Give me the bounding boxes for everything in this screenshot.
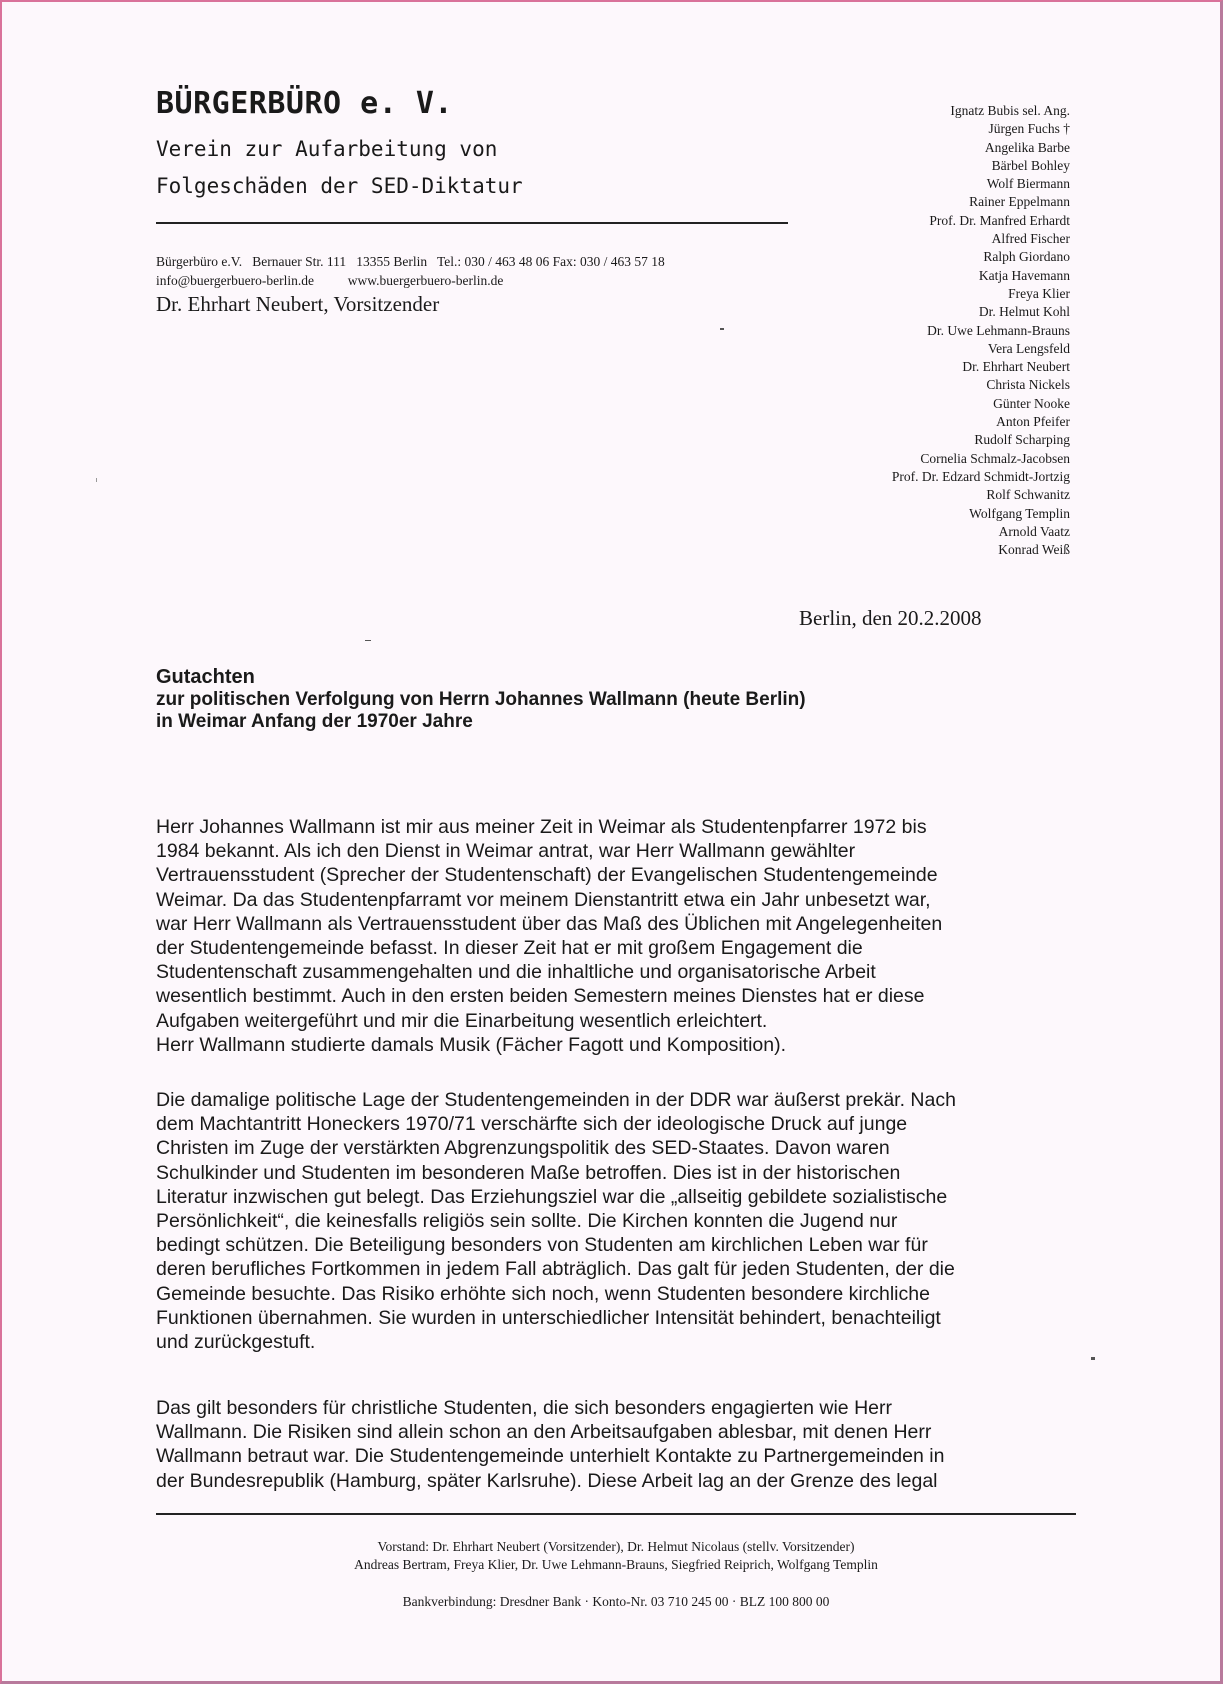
text-line: Herr Johannes Wallmann ist mir aus meiner Zeit in Weimar als Studentenpfarrer 1972 bis xyxy=(156,816,927,838)
organization-name: BÜRGERBÜRO e. V. xyxy=(156,86,453,121)
board-member: Rudolf Scharping xyxy=(974,432,1070,448)
text-line: Herr Wallmann studierte damals Musik (Fächer Fagott und Komposition). xyxy=(156,1033,787,1056)
board-member: Dr. Helmut Kohl xyxy=(978,304,1070,320)
board-member: Wolfgang Templin xyxy=(969,505,1070,521)
title-subline: zur politischen Verfolgung von Herrn Johannes Wallmann (heute Berlin) xyxy=(156,689,806,710)
text-line: Persönlichkeit“, die keinesfalls religiös sein sollte. Die Kirchen konnten die Jugend nur xyxy=(156,1210,898,1233)
text-line: Die damalige politische Lage der Studentengemeinden in der DDR war äußerst prekär. Nach xyxy=(156,1089,956,1111)
scan-speck xyxy=(720,328,724,330)
scan-speck xyxy=(365,640,371,641)
organization-subtitle-line2: Folgeschäden der SED-Diktatur xyxy=(156,174,523,198)
title-subline: in Weimar Anfang der 1970er Jahre xyxy=(156,711,473,732)
title-heading: Gutachten xyxy=(156,666,255,688)
address-line: Bürgerbüro e.V. Bernauer Str. 111 13355 Berlin Tel.: 030 / 463 48 06 Fax: 030 / 463 57 18 xyxy=(156,254,665,269)
board-member: Rolf Schwanitz xyxy=(986,487,1070,503)
text-line: Schulkinder und Studenten im besonderen Maße betroffen. Dies ist in der historischen xyxy=(156,1161,901,1184)
footer-board-line: Vorstand: Dr. Ehrhart Neubert (Vorsitzender), Dr. Helmut Nicolaus (stellv. Vorsitzender) xyxy=(377,1539,855,1554)
text-line: Christen im Zuge der verstärkten Abgrenzungspolitik des SED-Staates. Davon waren xyxy=(156,1137,890,1160)
board-members-list xyxy=(892,102,1070,559)
footer-bank-details: Bankverbindung: Dresdner Bank · Konto-Nr. 03 710 245 00 · BLZ 100 800 00 xyxy=(402,1594,830,1609)
text-line: Weimar. Da das Studentenpfarramt vor meinem Dienstantritt etwa ein Jahr unbesetzt war, xyxy=(156,888,931,911)
text-line: 1984 bekannt. Als ich den Dienst in Weimar antrat, war Herr Wallmann gewählter xyxy=(156,840,856,863)
text-line: und zurückgestuft. xyxy=(156,1331,316,1354)
text-line: bedingt schützen. Die Beteiligung besonders von Studenten am kirchlichen Leben war für xyxy=(156,1234,928,1257)
board-member: Vera Lengsfeld xyxy=(987,340,1070,356)
text-line: Aufgaben weitergeführt und mir die Einarbeitung wesentlich erleichtert. xyxy=(156,1009,768,1032)
board-member: Freya Klier xyxy=(1008,285,1070,301)
text-line: Literatur inzwischen gut belegt. Das Erziehungsziel war die „allseitig gebildete sozialistische xyxy=(156,1185,948,1208)
letterhead-divider xyxy=(156,222,788,224)
board-member: Prof. Dr. Edzard Schmidt-Jortzig xyxy=(891,468,1070,484)
scan-speck xyxy=(1091,1357,1095,1360)
text-line: dem Machtantritt Honeckers 1970/71 verschärfte sich der ideologische Druck auf junge xyxy=(156,1113,908,1136)
contact-line: info@buergerbuero-berlin.de www.buergerbuero-berlin.de xyxy=(156,273,504,288)
body-paragraph-2 xyxy=(156,1088,1076,1354)
board-member: Konrad Weiß xyxy=(998,542,1070,558)
board-member: Bärbel Bohley xyxy=(991,157,1070,173)
board-member: Christa Nickels xyxy=(986,377,1070,393)
text-line: Wallmann betraut war. Die Studentengemeinde unterhielt Kontakte zu Partnergemeinden in xyxy=(156,1445,945,1468)
board-member: Dr. Uwe Lehmann-Brauns xyxy=(927,322,1070,338)
footer-board-line: Andreas Bertram, Freya Klier, Dr. Uwe Lehmann-Brauns, Siegfried Reiprich, Wolfgang Templin xyxy=(354,1557,878,1572)
text-line: Studentenschaft zusammengehalten und die inhaltliche und organisatorische Arbeit xyxy=(156,961,876,984)
text-line: Gemeinde besuchte. Das Risiko erhöhte sich noch, wenn Studenten besondere kirchliche xyxy=(156,1282,930,1305)
scan-speck xyxy=(96,478,97,482)
board-member: Cornelia Schmalz-Jacobsen xyxy=(920,450,1070,466)
board-member: Günter Nooke xyxy=(993,395,1070,411)
board-member: Wolf Biermann xyxy=(986,176,1070,192)
text-line: Funktionen übernahmen. Sie wurden in unterschiedlicher Intensität behindert, benachteiligt xyxy=(156,1306,941,1329)
board-member: Angelika Barbe xyxy=(984,139,1070,155)
board-member: Ignatz Bubis sel. Ang. xyxy=(950,103,1070,118)
board-member: Jürgen Fuchs † xyxy=(988,121,1070,137)
board-member: Rainer Eppelmann xyxy=(969,194,1070,210)
board-member: Dr. Ehrhart Neubert xyxy=(962,359,1070,375)
board-member: Arnold Vaatz xyxy=(998,523,1070,539)
chairman-line: Dr. Ehrhart Neubert, Vorsitzender xyxy=(156,292,440,316)
text-line: war Herr Wallmann als Vertrauensstudent über das Maß des Üblichen mit Angelegenheiten xyxy=(156,912,943,935)
board-member: Anton Pfeifer xyxy=(996,414,1070,430)
text-line: deren berufliches Fortkommen in jedem Fall abträglich. Das galt für jeden Studenten, der die xyxy=(156,1258,955,1281)
text-line: wesentlich bestimmt. Auch in den ersten beiden Semestern meines Dienstes hat er diese xyxy=(156,985,925,1008)
board-member: Katja Havemann xyxy=(978,267,1070,283)
body-paragraph-3 xyxy=(156,1396,1076,1493)
board-member: Alfred Fischer xyxy=(991,231,1070,247)
footer-board xyxy=(156,1538,1076,1574)
text-line: der Bundesrepublik (Hamburg, später Karlsruhe). Diese Arbeit lag an der Grenze des legal xyxy=(156,1469,938,1492)
board-member: Ralph Giordano xyxy=(983,249,1070,265)
text-line: Wallmann. Die Risiken sind allein schon an den Arbeitsaufgaben ablesbar, mit denen Herr xyxy=(156,1421,932,1444)
text-line: Das gilt besonders für christliche Studenten, die sich besonders engagierten wie Herr xyxy=(156,1397,892,1419)
organization-subtitle-line1: Verein zur Aufarbeitung von xyxy=(156,137,498,161)
text-line: Vertrauensstudent (Sprecher der Studentenschaft) der Evangelischen Studentengemeinde xyxy=(156,864,938,887)
footer-divider xyxy=(156,1513,1076,1515)
text-line: der Studentengemeinde befasst. In dieser Zeit hat er mit großem Engagement die xyxy=(156,937,863,960)
document-title xyxy=(156,665,806,733)
board-member: Prof. Dr. Manfred Erhardt xyxy=(929,212,1070,228)
letter-date: Berlin, den 20.2.2008 xyxy=(799,606,982,630)
body-paragraph-1 xyxy=(156,815,1076,1057)
